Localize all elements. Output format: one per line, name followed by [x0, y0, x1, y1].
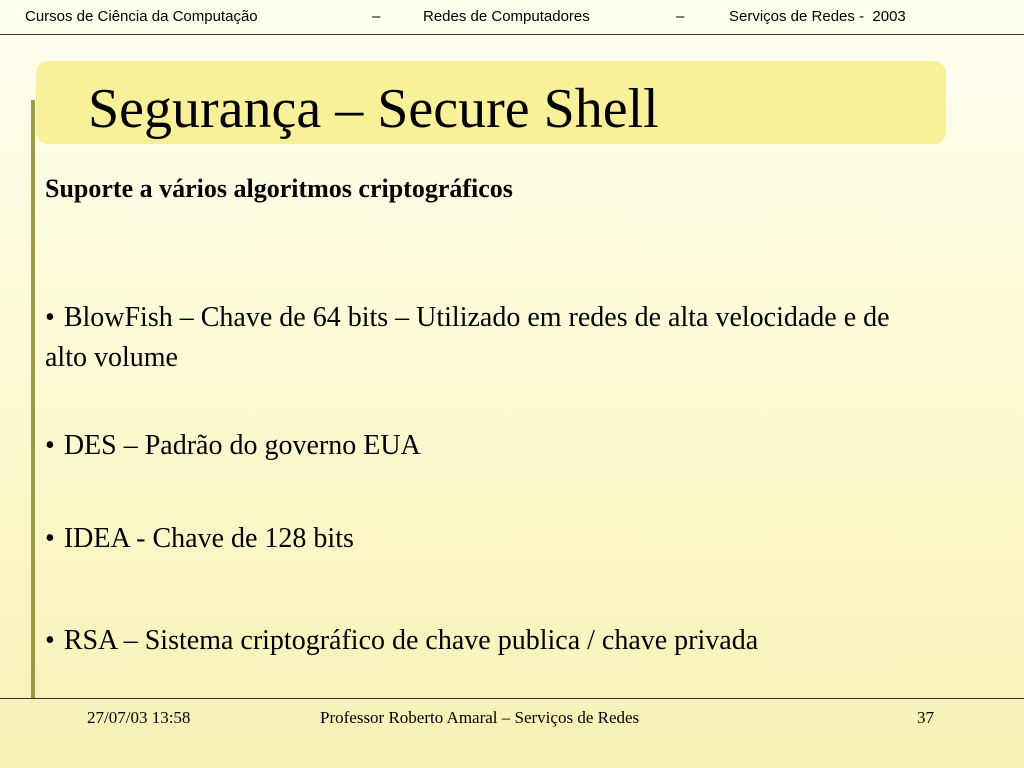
header-subject: Redes de Computadores	[423, 8, 590, 25]
slide-subtitle: Suporte a vários algoritmos criptográficos	[45, 174, 513, 203]
header-separator: –	[676, 8, 685, 25]
bullet-icon: •	[45, 430, 55, 461]
header-course: Cursos de Ciência da Computação	[25, 8, 258, 25]
bullet-item	[45, 621, 925, 661]
slide-header	[0, 0, 1024, 35]
bullet-text: RSA – Sistema criptográfico de chave publica / chave privada	[63, 625, 759, 656]
bullet-icon: •	[45, 302, 55, 333]
footer-page-number: 37	[917, 708, 934, 727]
footer-divider	[0, 698, 1024, 699]
bullet-icon: •	[45, 625, 55, 656]
bullet-item	[45, 519, 925, 559]
bullet-text: BlowFish – Chave de 64 bits – Utilizado em redes de alta velocidade e de alto volume	[45, 302, 890, 373]
bullet-text: DES – Padrão do governo EUA	[63, 430, 421, 461]
slide-title: Segurança – Secure Shell	[88, 78, 659, 140]
left-divider	[31, 100, 35, 698]
bullet-icon: •	[45, 523, 55, 554]
header-topic: Serviços de Redes - 2003	[729, 8, 906, 25]
bullet-item	[45, 298, 925, 378]
bullet-text: IDEA - Chave de 128 bits	[63, 523, 354, 554]
footer-datetime: 27/07/03 13:58	[87, 708, 191, 727]
bullet-item	[45, 426, 925, 466]
header-separator: –	[372, 8, 381, 25]
footer-author: Professor Roberto Amaral – Serviços de Redes	[320, 708, 640, 727]
